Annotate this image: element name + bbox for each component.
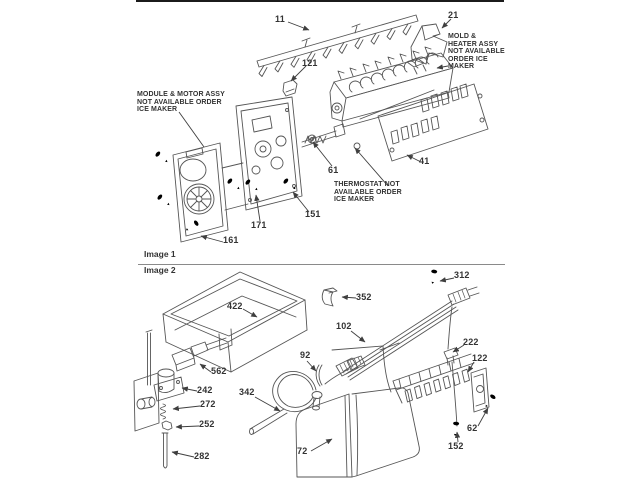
- section-label-image2: Image 2: [144, 265, 176, 275]
- part-module-motor-assy: [173, 97, 302, 242]
- note-line: ICE MAKER: [137, 106, 178, 114]
- callout-222: 222: [463, 337, 479, 347]
- note-line: AVAILABLE ORDER: [334, 188, 402, 196]
- callout-252: 252: [199, 419, 215, 429]
- callout-242: 242: [197, 385, 213, 395]
- callout-282: 282: [194, 451, 210, 461]
- note-line: NOT AVAILABLE ORDER: [137, 98, 222, 106]
- callout-102: 102: [336, 321, 352, 331]
- part-ice-bucket-422: [163, 272, 307, 372]
- part-mold-heater-bracket-21: [407, 24, 447, 74]
- callout-352: 352: [356, 292, 372, 302]
- part-water-valve-bracket: [134, 330, 184, 468]
- callout-122: 122: [472, 353, 488, 363]
- callout-62: 62: [467, 423, 478, 433]
- note-line: MOLD &: [448, 33, 477, 40]
- part-cover-plate-41: [378, 84, 488, 161]
- note-line: ICE MAKER: [334, 196, 375, 204]
- note-line: NOT AVAILABLE: [448, 48, 505, 56]
- callout-342: 342: [239, 387, 255, 397]
- callout-21: 21: [448, 10, 459, 20]
- part-drive-shaft-spring: [302, 124, 345, 147]
- callout-11: 11: [275, 14, 285, 24]
- part-clip-121: [283, 80, 297, 96]
- note-line: MAKER: [448, 63, 475, 71]
- note-line: THERMOSTAT NOT: [334, 181, 400, 188]
- part-bail-arm-342: [250, 371, 323, 434]
- callout-152: 152: [448, 441, 464, 451]
- note-mold-heater: [448, 33, 505, 71]
- part-ejector-rake: [257, 15, 418, 77]
- callout-61: 61: [328, 165, 339, 175]
- note-line: HEATER ASSY: [448, 40, 499, 48]
- callout-562: 562: [211, 366, 227, 376]
- note-module-motor: [137, 91, 225, 114]
- callout-312: 312: [454, 270, 470, 280]
- part-icemaker-body-122: [393, 354, 489, 426]
- note-thermostat: [334, 181, 402, 204]
- part-clip-352: [322, 288, 337, 306]
- note-line: ORDER ICE: [448, 55, 488, 63]
- section-label-image1: Image 1: [144, 249, 176, 259]
- callout-121: 121: [302, 58, 318, 68]
- note-line: MODULE & MOTOR ASSY: [137, 91, 225, 98]
- callout-422: 422: [227, 301, 243, 311]
- callout-151: 151: [305, 209, 321, 219]
- callout-171: 171: [251, 220, 267, 230]
- callout-41: 41: [419, 156, 430, 166]
- callout-161: 161: [223, 235, 239, 245]
- callout-72: 72: [297, 446, 308, 456]
- callout-92: 92: [300, 350, 311, 360]
- callout-272: 272: [200, 399, 216, 409]
- leader-lines: [172, 19, 488, 457]
